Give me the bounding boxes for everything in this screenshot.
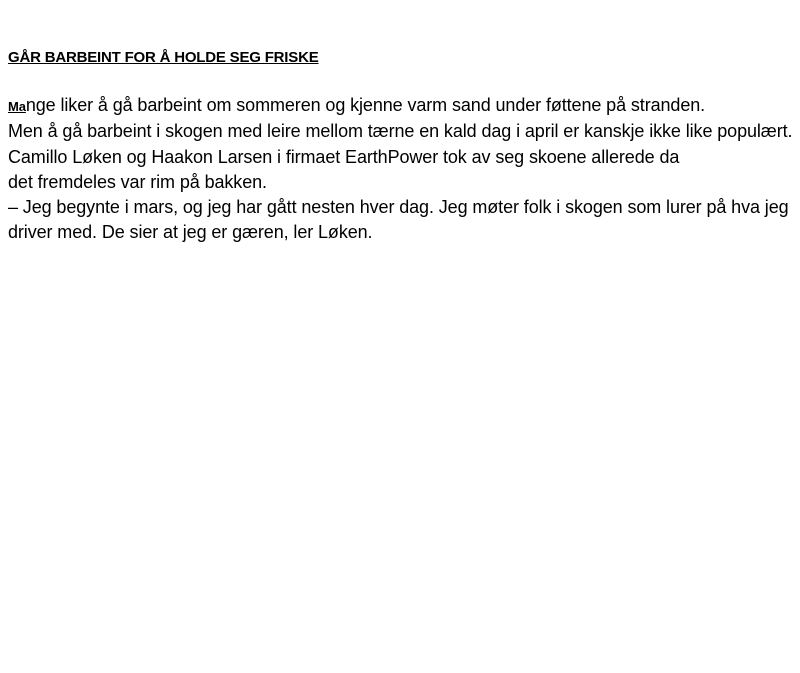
article-body [8, 93, 800, 246]
paragraph-1-lead: Ma [8, 99, 26, 114]
paragraph-3-line-1: Camillo Løken og Haakon Larsen i firmaet EarthPower tok av seg skoene allerede da [8, 146, 680, 167]
paragraph-3-line-2: det fremdeles var rim på bakken. [8, 171, 267, 192]
article-title: GÅR BARBEINT FOR Å HOLDE SEG FRISKE [8, 49, 319, 66]
paragraph-2: Men å gå barbeint i skogen med leire mellom tærne en kald dag i april er kanskje ikke like populært. [8, 121, 793, 142]
paragraph-1 [8, 93, 800, 119]
paragraph-3 [8, 145, 800, 196]
paragraph-4: – Jeg begynte i mars, og jeg har gått nesten hver dag. Jeg møter folk i skogen som lurer på hva jeg driver med. De sier at jeg er gæren, ler Løken. [8, 197, 789, 243]
paragraph-1-text: nge liker å gå barbeint om sommeren og kjenne varm sand under føttene på stranden. [25, 95, 706, 115]
